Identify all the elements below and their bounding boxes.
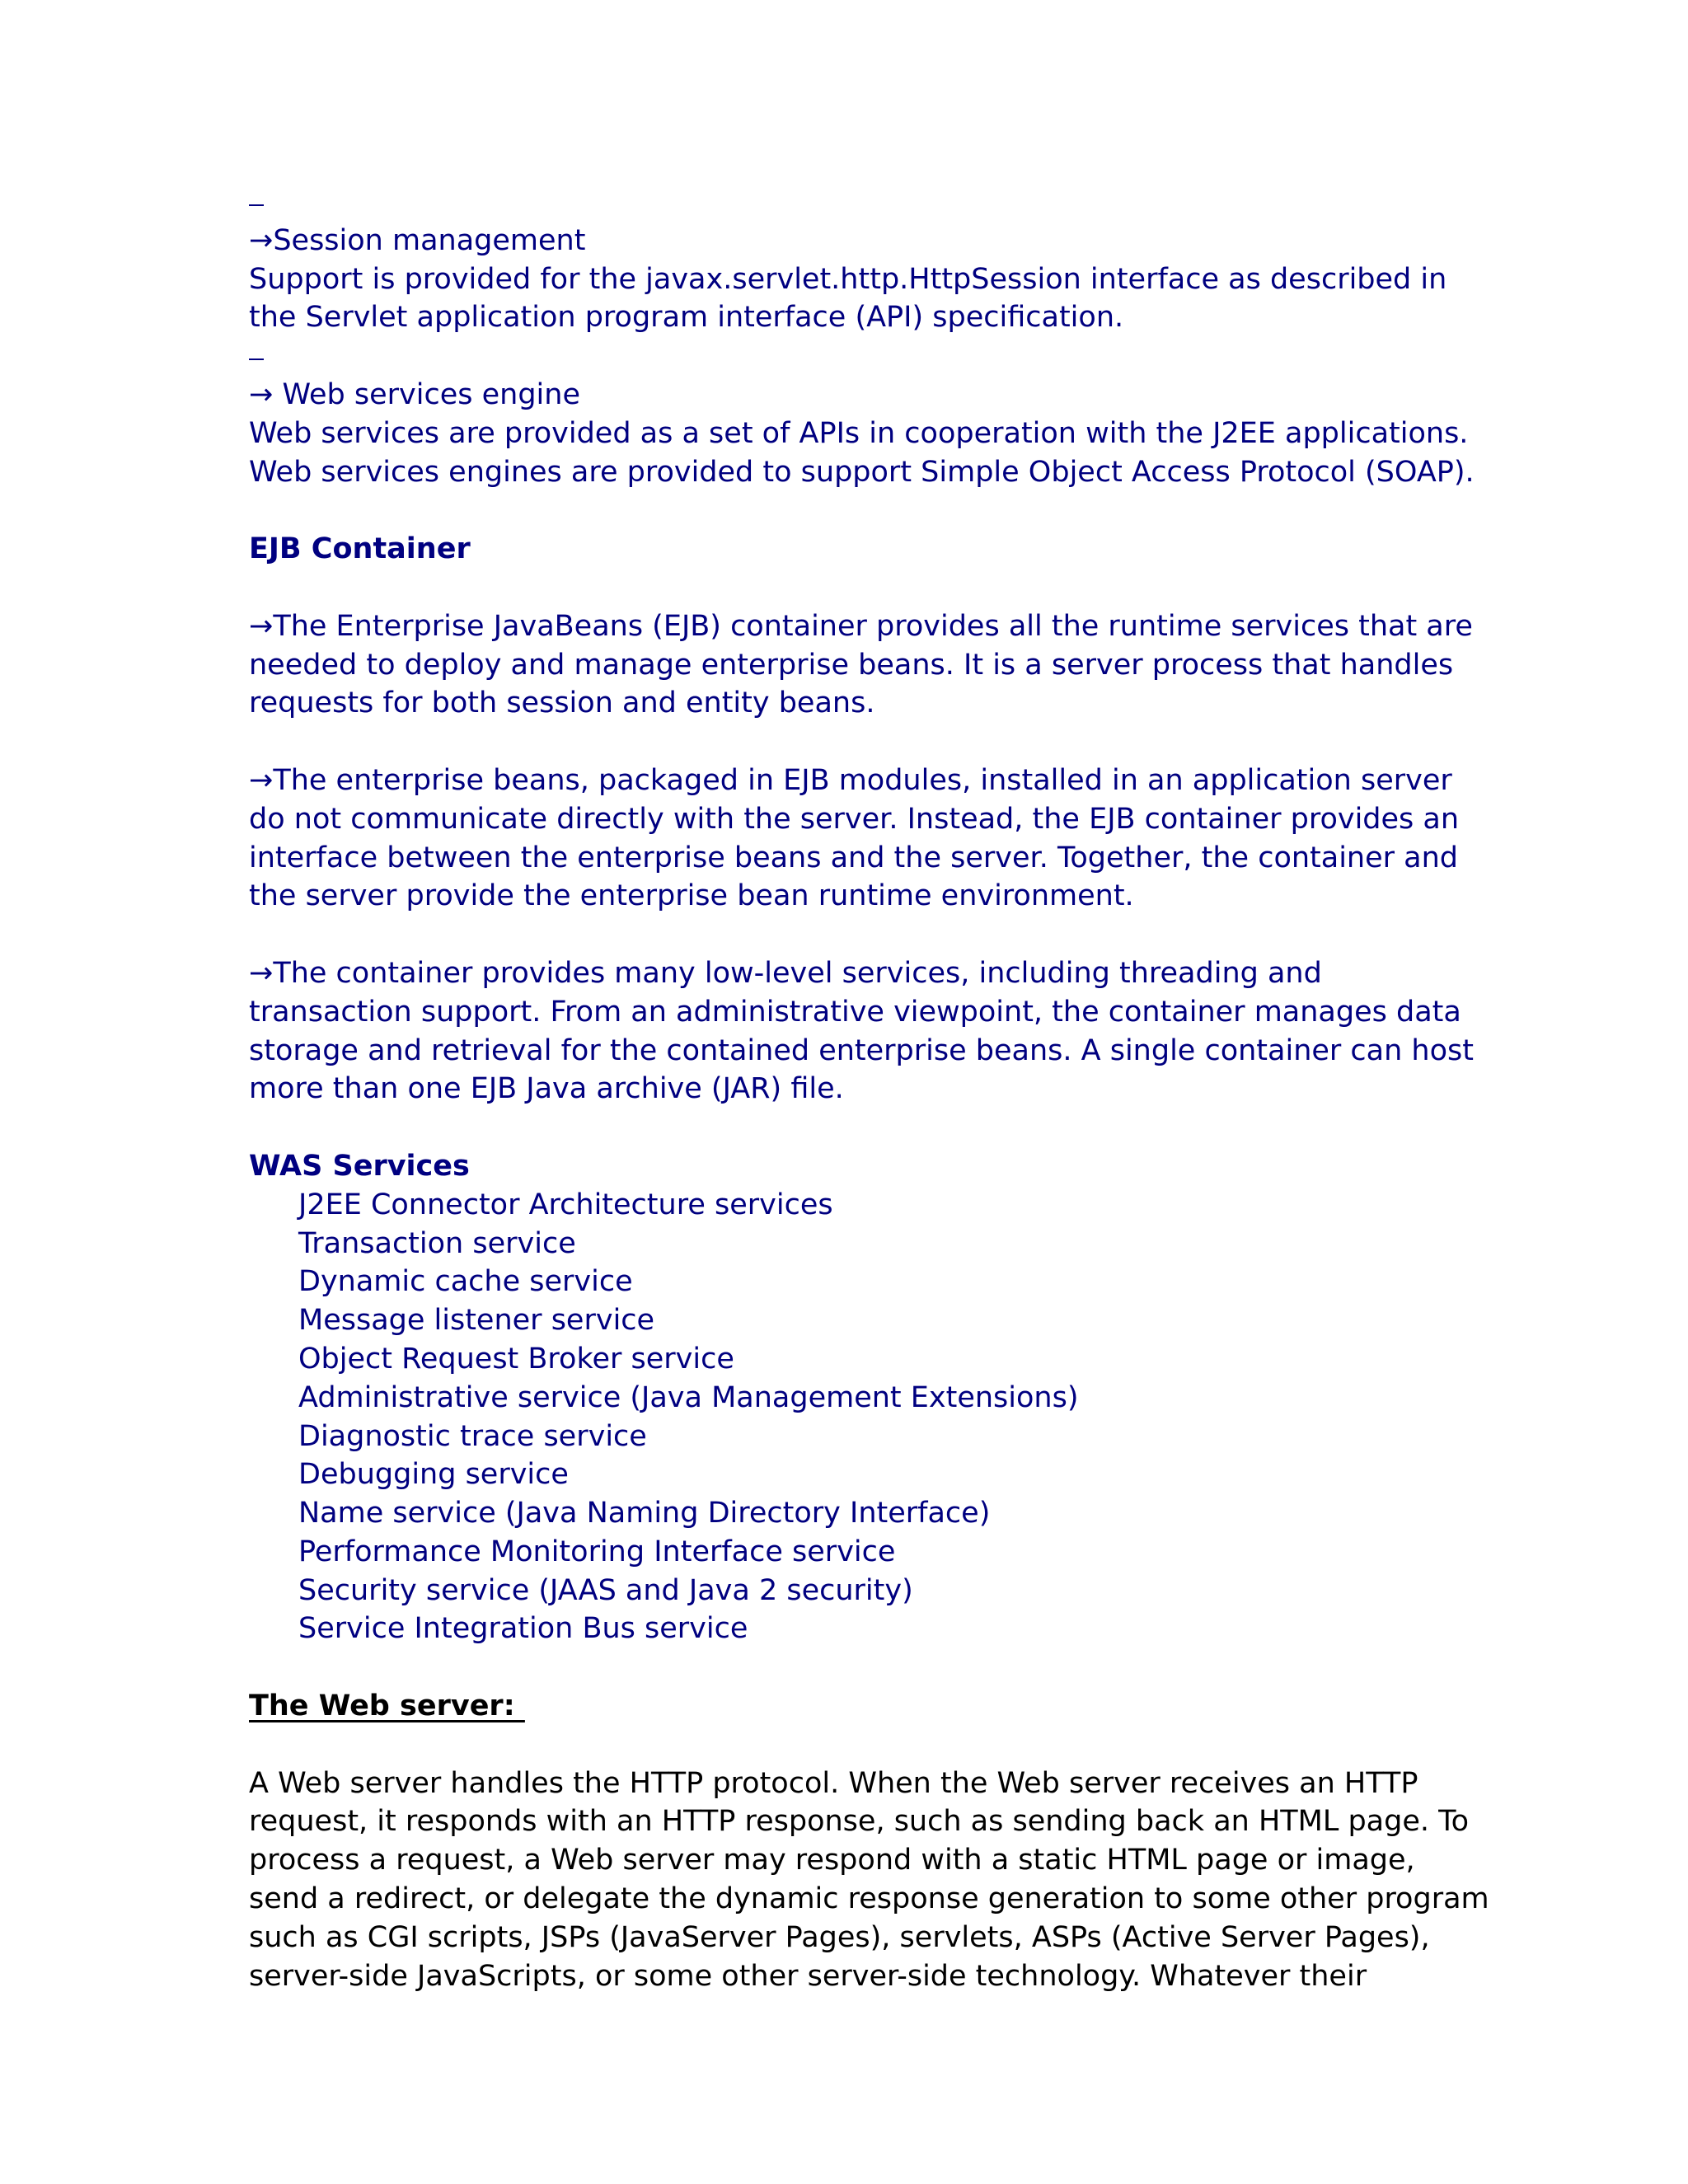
was-service-item: Diagnostic trace service <box>298 1419 647 1453</box>
web-server-heading-text: The Web server: <box>249 1690 525 1723</box>
was-service-item: Dynamic cache service <box>298 1265 633 1299</box>
ejb-paragraph-line: requests for both session and entity beans. <box>249 687 875 720</box>
was-service-item: Message listener service <box>298 1304 655 1338</box>
document-page <box>249 183 1489 1995</box>
was-service-item: Performance Monitoring Interface service <box>298 1535 896 1568</box>
session-management-line: Support is provided for the javax.servlet.http.HttpSession interface as described in <box>249 262 1447 296</box>
web-server-line: send a redirect, or delegate the dynamic response generation to some other program <box>249 1882 1489 1916</box>
web-services-engine-heading: → Web services engine <box>249 377 580 411</box>
ejb-paragraph-line: →The container provides many low-level services, including threading and <box>249 956 1322 990</box>
session-management-line: the Servlet application program interface (API) specification. <box>249 301 1124 335</box>
was-service-item: Debugging service <box>298 1458 569 1492</box>
ejb-paragraph-line: →The Enterprise JavaBeans (EJB) container provides all the runtime services that are <box>249 609 1473 643</box>
web-server-line: server-side JavaScripts, or some other server-side technology. Whatever their <box>249 1959 1367 1993</box>
was-service-item: Transaction service <box>298 1226 576 1260</box>
was-service-item: Name service (Java Naming Directory Interface) <box>298 1497 991 1530</box>
dash-marker <box>249 337 1469 376</box>
ejb-paragraph-line: more than one EJB Java archive (JAR) file. <box>249 1072 844 1106</box>
web-server-line: request, it responds with an HTTP response, such as sending back an HTML page. To <box>249 1805 1469 1839</box>
web-services-engine-line: Web services engines are provided to support Simple Object Access Protocol (SOAP). <box>249 455 1475 489</box>
ejb-paragraph-line: →The enterprise beans, packaged in EJB modules, installed in an application server <box>249 763 1452 797</box>
ejb-paragraph-line: interface between the enterprise beans and the server. Together, the container and <box>249 841 1459 874</box>
web-server-line: A Web server handles the HTTP protocol. When the Web server receives an HTTP <box>249 1766 1418 1800</box>
web-server-line: process a request, a Web server may respond with a static HTML page or image, <box>249 1844 1415 1877</box>
was-service-item: Administrative service (Java Management Extensions) <box>298 1380 1079 1414</box>
session-management-heading: →Session management <box>249 223 586 257</box>
dash-marker <box>249 183 1469 222</box>
ejb-paragraph-line: transaction support. From an administrative viewpoint, the container manages data <box>249 995 1461 1029</box>
was-service-item: Service Integration Bus service <box>298 1612 748 1646</box>
was-service-item: Security service (JAAS and Java 2 security) <box>298 1573 913 1607</box>
web-server-line: such as CGI scripts, JSPs (JavaServer Pages), servlets, ASPs (Active Server Pages), <box>249 1920 1430 1954</box>
web-services-engine-line: Web services are provided as a set of APIs in cooperation with the J2EE applications. <box>249 416 1469 450</box>
was-service-item: Object Request Broker service <box>298 1342 734 1376</box>
ejb-container-heading: EJB Container <box>249 532 471 566</box>
ejb-paragraph-line: storage and retrieval for the contained enterprise beans. A single container can host <box>249 1033 1474 1067</box>
was-service-item: J2EE Connector Architecture services <box>298 1188 833 1221</box>
ejb-paragraph-line: needed to deploy and manage enterprise beans. It is a server process that handles <box>249 648 1454 682</box>
web-server-heading <box>249 1687 1469 1726</box>
ejb-paragraph-line: do not communicate directly with the server. Instead, the EJB container provides an <box>249 802 1460 836</box>
was-services-heading: WAS Services <box>249 1149 470 1183</box>
ejb-paragraph-line: the server provide the enterprise bean runtime environment. <box>249 879 1134 913</box>
